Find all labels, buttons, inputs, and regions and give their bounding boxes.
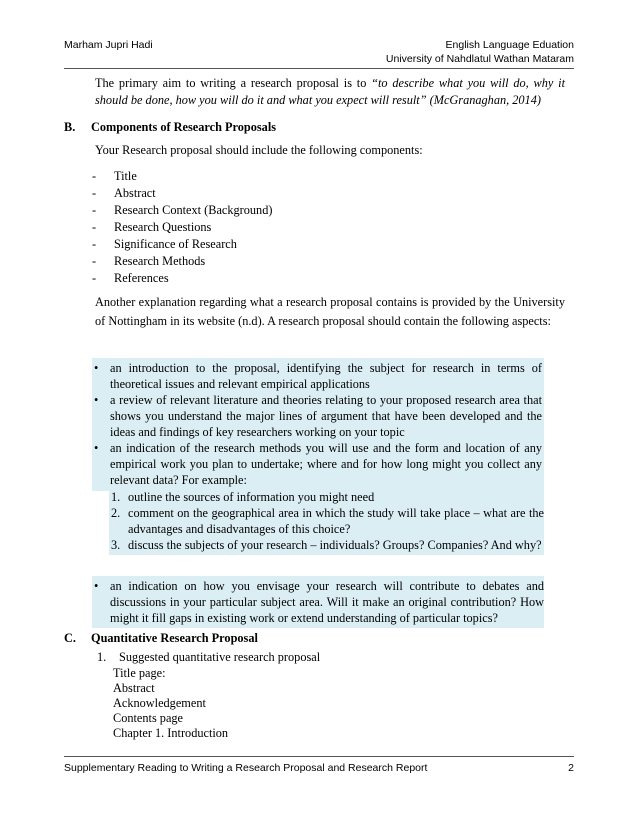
page-number: 2	[568, 762, 574, 774]
list-item: Acknowledgement	[113, 696, 206, 710]
list-item: - Research Context (Background)	[92, 203, 273, 217]
list-item: - References	[92, 271, 169, 285]
intro-paragraph	[95, 75, 565, 108]
section-b-title: Components of Research Proposals	[91, 120, 277, 134]
intro-lead: The primary aim to writing a research proposal is to	[95, 76, 372, 90]
section-b-heading	[64, 119, 276, 136]
intro-quote: “to describe what you will do, why it should be done, how you will do it and what you expect will result” (McGranaghan, 2014)	[95, 76, 566, 107]
list-item: Contents page	[113, 711, 184, 725]
components-list	[92, 168, 272, 287]
footer-title: Supplementary Reading to Writing a Research Proposal and Research Report	[64, 762, 428, 774]
list-item: Chapter 1. Introduction	[113, 726, 229, 740]
examples-box	[109, 488, 544, 555]
section-c-subheading: 1. Suggested quantitative research proposal	[97, 650, 321, 664]
aspect-item: • an introduction to the proposal, identifying the subject for research in terms of theoretical issues and relevant empirical applications	[94, 361, 542, 391]
aspect-item: • an indication of the research methods you will use and the form and location of any empirical work you plan to undertake; where and for how long might you collect any relevant data? For example:	[94, 441, 542, 487]
list-item: - Title	[92, 169, 137, 183]
header-program: English Language Eduation	[445, 39, 574, 51]
header-institution	[386, 38, 574, 66]
example-item: 1. outline the sources of information you might need	[111, 490, 375, 504]
proposal-outline-list	[113, 666, 228, 741]
section-c-heading	[64, 630, 258, 647]
aspect-item: • an indication on how you envisage your research will contribute to debates and discussions in your particular subject area. Will it make an original contribution? How might it fill gaps in existing work or extend understanding of particular topics?	[94, 579, 544, 625]
list-item: Title page:	[113, 666, 166, 680]
aspects-box	[92, 358, 544, 491]
aspect-item: • a review of relevant literature and theories relating to your proposed research area that shows you understand the major lines of argument that have been developed and the ideas and findings of key researchers working on your topic	[94, 393, 542, 439]
list-item: - Abstract	[92, 186, 156, 200]
list-item: - Research Methods	[92, 254, 206, 268]
list-item: - Significance of Research	[92, 237, 237, 251]
example-item: 3. discuss the subjects of your research – individuals? Groups? Companies? And why?	[111, 538, 542, 552]
section-b-letter: B.	[64, 120, 76, 134]
footer-rule	[64, 756, 574, 757]
section-c-letter: C.	[64, 631, 76, 645]
header-university: University of Nahdlatul Wathan Mataram	[385, 53, 574, 65]
list-item: Abstract	[113, 681, 155, 695]
section-b-lead: Your Research proposal should include the following components:	[95, 143, 423, 157]
nottingham-paragraph: Another explanation regarding what a research proposal contains is provided by the University of Nottingham in its website (n.d). A research proposal should contain the following aspects:	[95, 295, 565, 328]
contribution-box	[92, 576, 544, 628]
section-c-title: Quantitative Research Proposal	[91, 631, 258, 645]
header-author: Marham Jupri Hadi	[64, 39, 153, 51]
example-item: 2. comment on the geographical area in which the study will take place – what are the advantages and disadvantages of this choice?	[111, 506, 544, 536]
list-item: - Research Questions	[92, 220, 212, 234]
header-rule	[64, 68, 574, 69]
